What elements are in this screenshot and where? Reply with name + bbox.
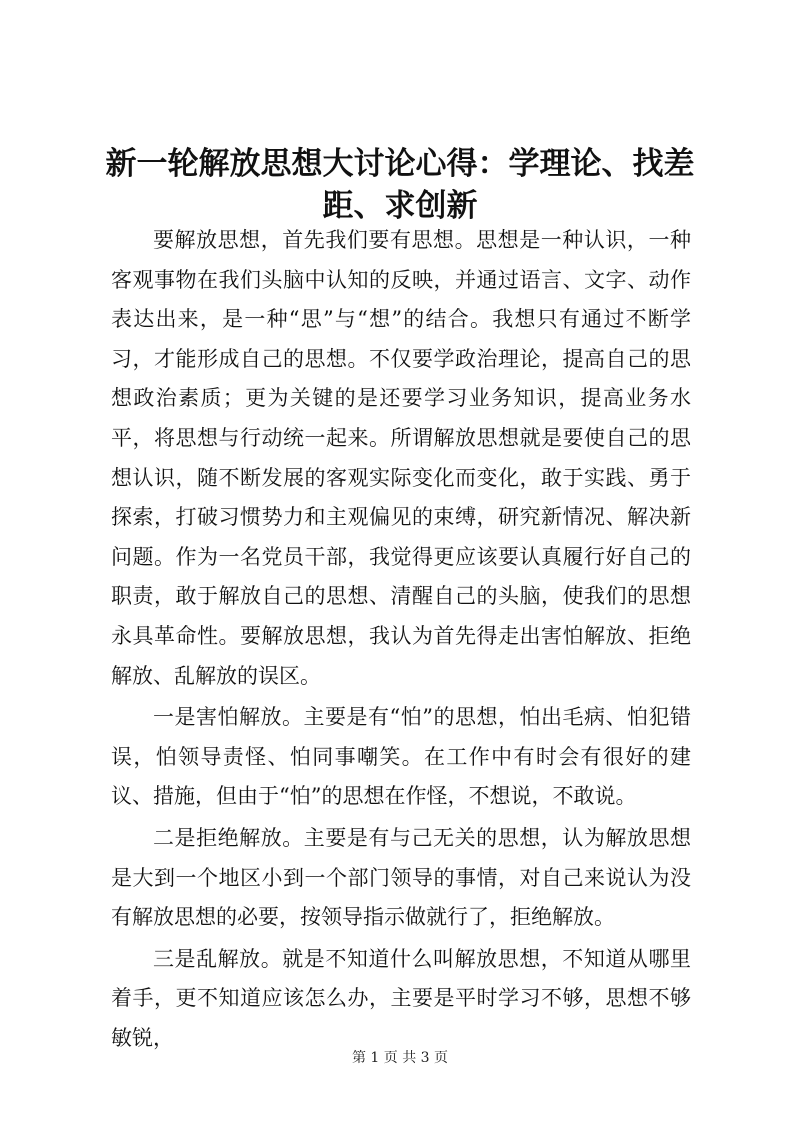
paragraph-refuse: 二是拒绝解放。主要是有与己无关的思想，认为解放思想是大到一个地区小到一个部门领导的事情，对自己来说认为没有解放思想的必要，按领导指示做就行了，拒绝解放。 [111,825,691,930]
paragraph-intro: 要解放思想，首先我们要有思想。思想是一种认识，一种客观事物在我们头脑中认知的反映，并通过语言、文字、动作表达出来，是一种“思”与“想”的结合。我想只有通过不断学习，才能形成自己的思想。不仅要学政治理论，提高自己的思想政治素质；更为关键的是还要学习业务知识，提高业务水平，将思想与行动统一起来。所谓解放思想就是要使自己的思想认识，随不断发展的客观实际变化而变化，敢于实践、勇于探索，打破习惯势力和主观偏见的束缚，研究新情况、解决新问题。作为一名党员干部，我觉得更应该要认真履行好自己的职责，敢于解放自己的思想、清醒自己的头脑，使我们的思想永具革命性。要解放思想，我认为首先得走出害怕解放、拒绝解放、乱解放的误区。 [111,228,691,688]
paragraph-chaos: 三是乱解放。就是不知道什么叫解放思想，不知道从哪里着手，更不知道应该怎么办，主要是平时学习不够，思想不够敏锐， [111,946,691,1050]
page-number: 第 1 页 共 3 页 [351,1050,449,1066]
document-title-line-1: 新一轮解放思想大讨论心得：学理论、找差 [105,146,695,182]
document-title-line-2: 距、求创新 [322,188,478,224]
document-body [111,221,691,1058]
paragraph-fear: 一是害怕解放。主要是有“怕”的思想，怕出毛病、怕犯错误，怕领导责怪、怕同事嘲笑。在工作中有时会有很好的建议、措施，但由于“怕”的思想在作怪，不想说，不敢说。 [111,705,691,809]
